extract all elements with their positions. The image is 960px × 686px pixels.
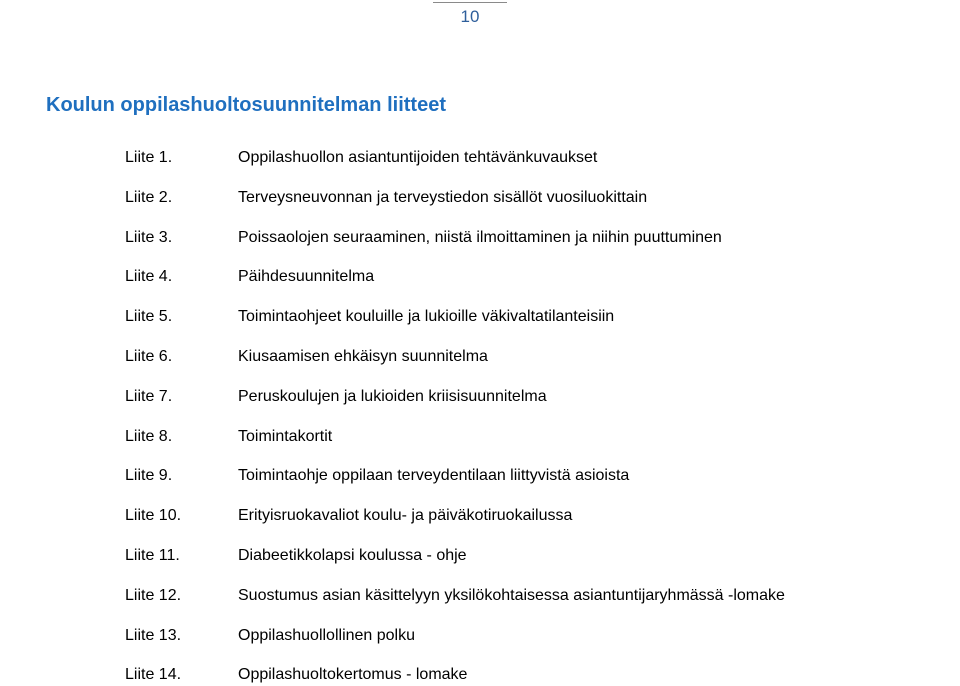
page-number-rule bbox=[433, 2, 507, 3]
appendix-label: Liite 13. bbox=[125, 626, 182, 644]
appendix-title: Terveysneuvonnan ja terveystiedon sisällöt vuosiluokittain bbox=[238, 188, 648, 206]
appendix-label: Liite 14. bbox=[125, 666, 182, 684]
appendix-label: Liite 7. bbox=[125, 387, 173, 405]
appendix-label: Liite 6. bbox=[125, 347, 173, 365]
appendix-row bbox=[0, 466, 960, 506]
appendix-label: Liite 5. bbox=[125, 308, 173, 326]
appendix-title: Erityisruokavaliot koulu- ja päiväkotiruokailussa bbox=[238, 507, 573, 525]
appendix-label: Liite 8. bbox=[125, 427, 173, 445]
appendix-label: Liite 1. bbox=[125, 149, 173, 166]
appendix-title: Oppilashuoltokertomus - lomake bbox=[238, 666, 468, 684]
appendix-row bbox=[0, 427, 960, 467]
appendix-label: Liite 4. bbox=[125, 268, 173, 286]
appendix-label: Liite 12. bbox=[125, 586, 182, 604]
appendix-row bbox=[0, 387, 960, 427]
appendix-title: Oppilashuollollinen polku bbox=[238, 626, 416, 644]
appendix-title: Toimintakortit bbox=[238, 427, 333, 445]
appendix-row bbox=[0, 148, 960, 188]
appendix-row bbox=[0, 307, 960, 347]
appendix-label: Liite 3. bbox=[125, 228, 173, 246]
page-number: 10 bbox=[460, 7, 480, 26]
appendix-row bbox=[0, 267, 960, 307]
appendix-row bbox=[0, 347, 960, 387]
appendix-title: Päihdesuunnitelma bbox=[238, 268, 375, 286]
appendix-label: Liite 11. bbox=[125, 546, 180, 564]
appendix-label: Liite 2. bbox=[125, 188, 173, 206]
section-heading: Koulun oppilashuoltosuunnitelman liitteet bbox=[46, 94, 446, 116]
appendix-row bbox=[0, 228, 960, 268]
appendix-title: Toimintaohjeet kouluille ja lukioille väkivaltatilanteisiin bbox=[238, 308, 615, 326]
appendix-title: Oppilashuollon asiantuntijoiden tehtävänkuvaukset bbox=[238, 149, 598, 166]
appendix-row bbox=[0, 586, 960, 626]
appendix-title: Poissaolojen seuraaminen, niistä ilmoittaminen ja niihin puuttuminen bbox=[238, 228, 722, 246]
appendix-title: Kiusaamisen ehkäisyn suunnitelma bbox=[238, 347, 488, 365]
appendix-list bbox=[0, 148, 960, 686]
appendix-row bbox=[0, 626, 960, 666]
appendix-row bbox=[0, 546, 960, 586]
appendix-row bbox=[0, 665, 960, 686]
appendix-row bbox=[0, 506, 960, 546]
appendix-title: Toimintaohje oppilaan terveydentilaan liittyvistä asioista bbox=[238, 467, 630, 485]
appendix-label: Liite 10. bbox=[125, 507, 182, 525]
appendix-label: Liite 9. bbox=[125, 467, 173, 485]
appendix-title: Suostumus asian käsittelyyn yksilökohtaisessa asiantuntijaryhmässä -lomake bbox=[238, 586, 785, 604]
appendix-row bbox=[0, 188, 960, 228]
appendix-title: Diabeetikkolapsi koulussa - ohje bbox=[238, 546, 467, 564]
appendix-title: Peruskoulujen ja lukioiden kriisisuunnitelma bbox=[238, 387, 547, 405]
